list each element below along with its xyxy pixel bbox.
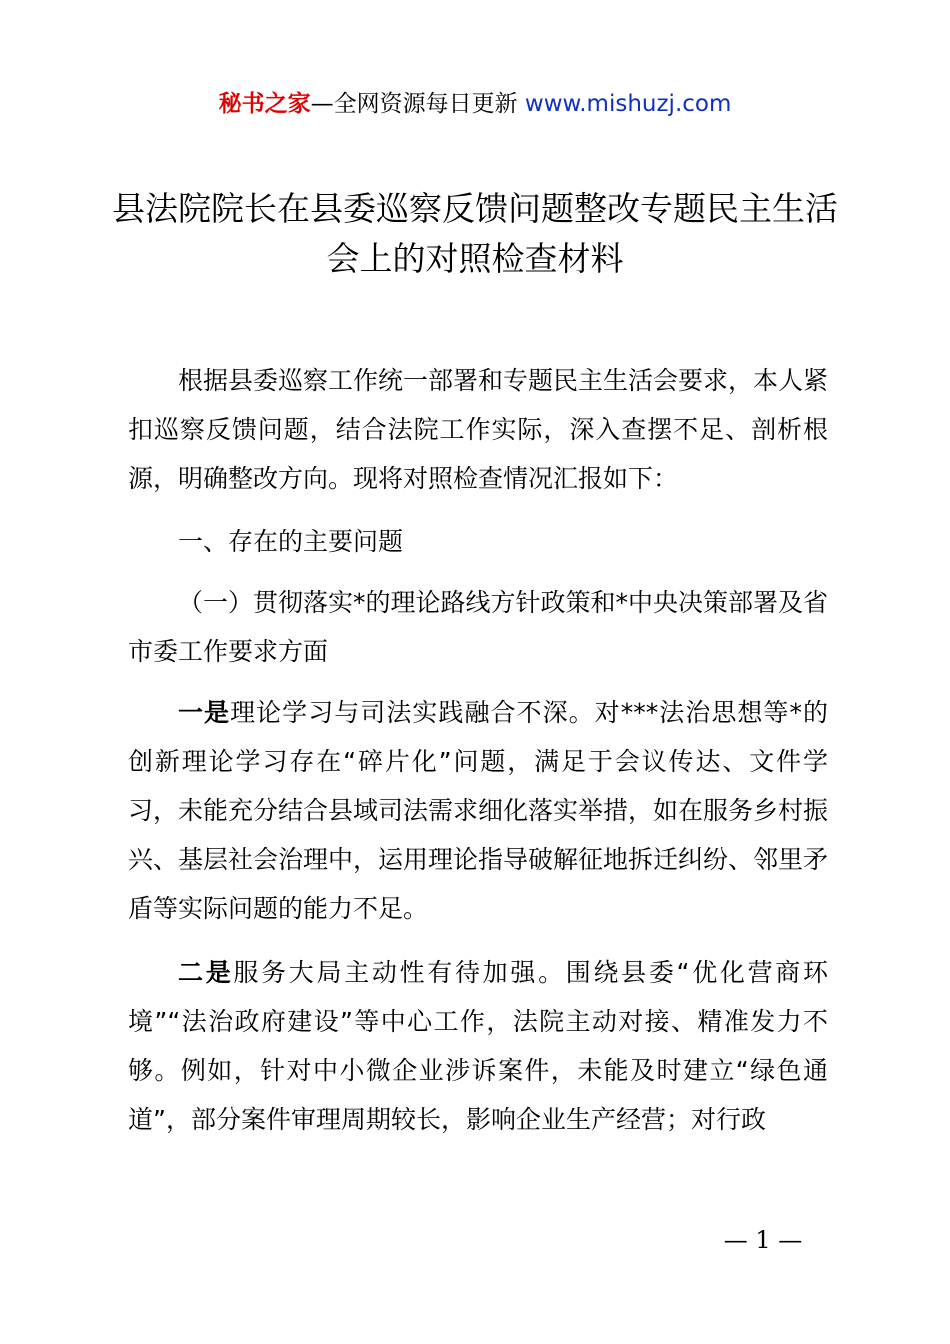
problem-point-2: [128, 948, 828, 1144]
problem-point-1: [128, 688, 828, 933]
page-number: — 1 —: [723, 1226, 803, 1254]
point-1-text: 理论学习与司法实践融合不深。对***法治思想等*的创新理论学习存在“碎片化”问题，满足于会议传达、文件学习，未能充分结合县域司法需求细化落实举措，如在服务乡村振兴、基层社会治理中，运用理论指导破解征地拆迁纠纷、邻里矛盾等实际问题的能力不足。: [128, 698, 829, 923]
header-slogan: —全网资源每日更新: [310, 91, 525, 117]
section-heading-1: 一、存在的主要问题: [178, 527, 404, 556]
point-1-lead: 一是: [178, 698, 231, 727]
intro-paragraph: 根据县委巡察工作统一部署和专题民主生活会要求，本人紧扣巡察反馈问题，结合法院工作实际，深入查摆不足、剖析根源，明确整改方向。现将对照检查情况汇报如下：: [128, 366, 829, 493]
document-title: 县法院院长在县委巡察反馈问题整改专题民主生活会上的对照检查材料: [112, 189, 838, 278]
point-2-lead: 二是: [178, 958, 234, 987]
point-2-text: 服务大局主动性有待加强。围绕县委“优化营商环境”“法治政府建设”等中心工作，法院主动对接、精准发力不够。例如，针对中小微企业涉诉案件，未能及时建立“绿色通道”，部分案件审理周期较长，影响企业生产经营；对行政: [128, 958, 828, 1134]
site-url-link[interactable]: www.mishuzj.com: [524, 91, 732, 117]
brand-name: 秘书之家: [218, 91, 311, 117]
site-header: [0, 86, 950, 122]
subsection-heading-1: （一）贯彻落实*的理论路线方针政策和*中央决策部署及省市委工作要求方面: [128, 588, 829, 666]
